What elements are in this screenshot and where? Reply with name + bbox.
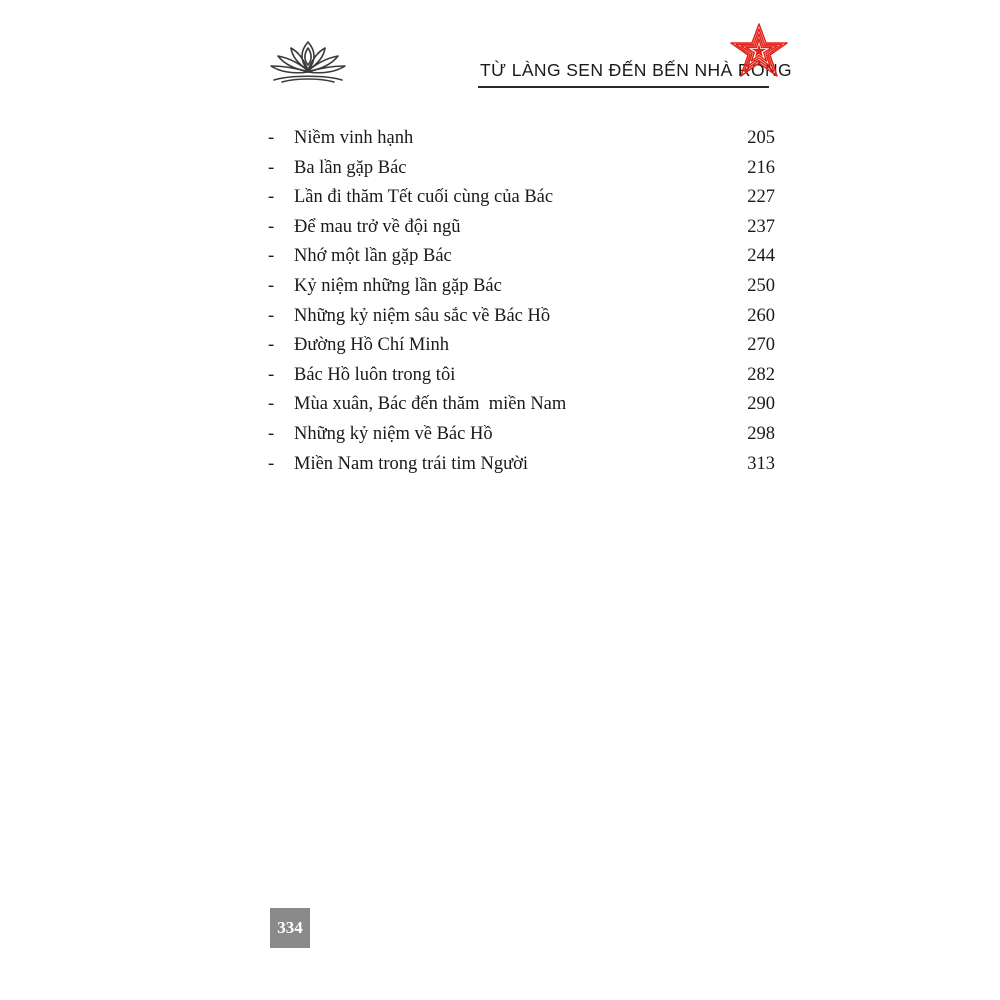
toc-entry-page: 270	[747, 335, 775, 356]
toc-entry-title: Miền Nam trong trái tim Người	[294, 453, 529, 474]
toc-bullet: -	[268, 364, 275, 385]
toc-bullet: -	[268, 246, 275, 267]
table-of-contents	[268, 124, 778, 479]
toc-entry-title: Mùa xuân, Bác đến thăm miền Nam	[294, 394, 567, 415]
toc-entry-title: Nhớ một lần gặp Bác	[294, 246, 452, 267]
toc-entry-title: Bác Hồ luôn trong tôi	[294, 364, 456, 385]
toc-entry-page: 282	[747, 364, 775, 385]
toc-entry-title: Kỷ niệm những lần gặp Bác	[294, 275, 502, 296]
toc-entry	[268, 331, 778, 361]
toc-entry	[268, 450, 778, 480]
lotus-icon	[268, 38, 348, 84]
toc-entry-title: Niềm vinh hạnh	[294, 128, 414, 148]
toc-entry	[268, 420, 778, 450]
toc-entry	[268, 124, 778, 154]
toc-bullet: -	[268, 157, 275, 178]
toc-entry-page: 244	[747, 246, 775, 267]
toc-entry	[268, 361, 778, 391]
star-emblem-icon	[728, 22, 790, 80]
toc-entry-page: 260	[747, 305, 775, 326]
toc-entry	[268, 390, 778, 420]
toc-entry-title: Những kỷ niệm sâu sắc về Bác Hồ	[294, 305, 551, 326]
header-rule	[478, 86, 769, 88]
toc-bullet: -	[268, 305, 275, 326]
toc-bullet: -	[268, 187, 275, 208]
toc-entry	[268, 183, 778, 213]
page-number: 334	[277, 918, 303, 937]
toc-entry-page: 313	[747, 453, 775, 474]
running-header-title: TỪ LÀNG SEN ĐẾN BẾN NHÀ RỒNG	[480, 60, 793, 80]
toc-entry-page: 227	[747, 187, 775, 208]
toc-bullet: -	[268, 423, 275, 444]
toc-entry	[268, 242, 778, 272]
toc-entry-page: 237	[747, 216, 775, 237]
toc-entry-title: Để mau trở về đội ngũ	[294, 216, 461, 237]
toc-entry-page: 290	[747, 394, 775, 415]
toc-entry-page: 298	[747, 423, 775, 444]
toc-bullet: -	[268, 394, 275, 415]
toc-entry	[268, 154, 778, 184]
toc-entry	[268, 213, 778, 243]
toc-bullet: -	[268, 335, 275, 356]
toc-bullet: -	[268, 275, 275, 296]
toc-entry-page: 216	[747, 157, 775, 178]
toc-entry	[268, 302, 778, 332]
toc-entry-title: Đường Hồ Chí Minh	[294, 335, 449, 356]
toc-entry-title: Những kỷ niệm về Bác Hồ	[294, 423, 493, 444]
toc-bullet: -	[268, 216, 275, 237]
toc-entry-title: Lần đi thăm Tết cuối cùng của Bác	[294, 187, 554, 208]
toc-entry-page: 205	[747, 128, 775, 148]
toc-bullet: -	[268, 128, 275, 148]
page-number-box	[270, 908, 310, 948]
toc-entry-page: 250	[747, 275, 775, 296]
toc-bullet: -	[268, 453, 275, 474]
toc-entry	[268, 272, 778, 302]
toc-entry-title: Ba lần gặp Bác	[294, 157, 407, 178]
